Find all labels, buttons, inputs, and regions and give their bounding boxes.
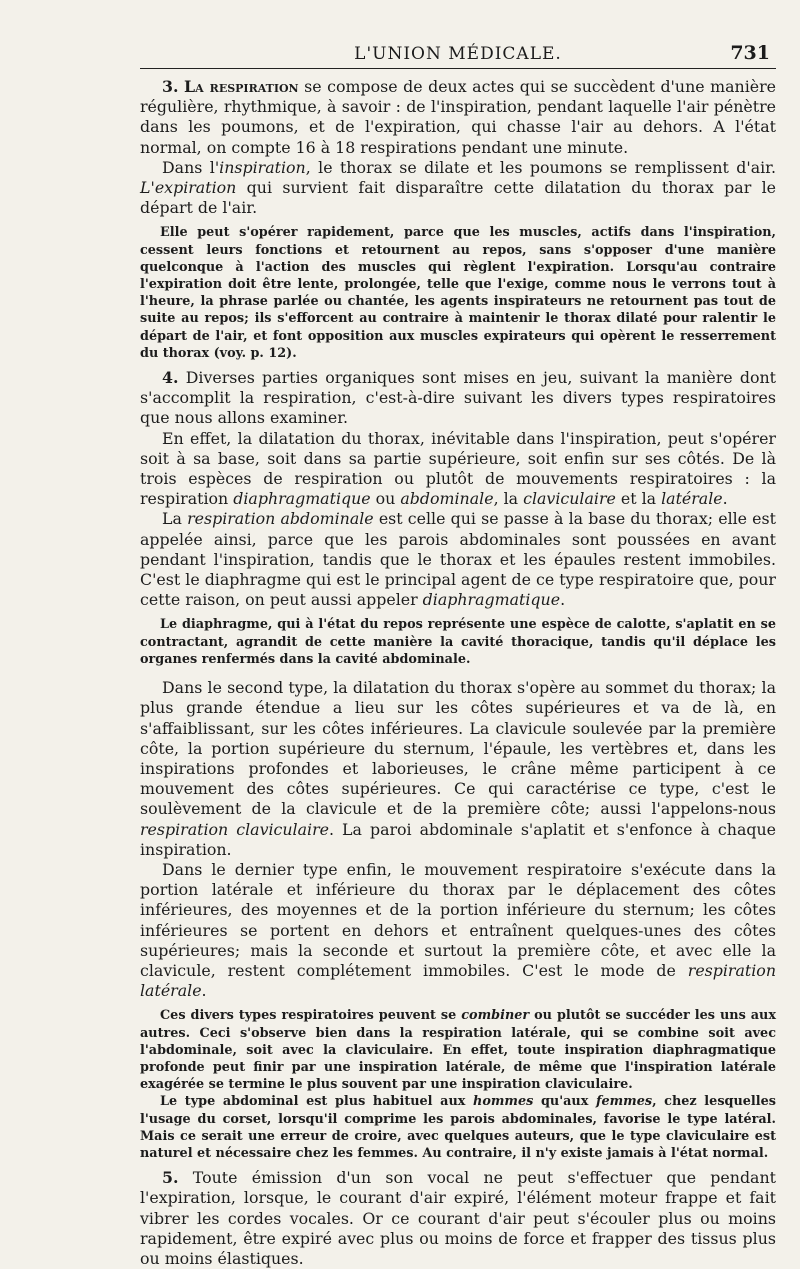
body-text [140, 77, 776, 1269]
emphasis-text: hommes [473, 1094, 534, 1110]
paragraph [140, 860, 776, 1001]
text-run: , chez lesquelles l'usage du corset, lorsqu'il comprime les parois abdominales, favorise le type latéral. Mais ce serait une erreur de croire, avec quelques auteurs, que le type claviculaire est naturel et nécessaire chez les femmes. Au contraire, il n'y existe jamais à l'état normal. [140, 1094, 776, 1161]
emphasis-text: combiner [461, 1008, 530, 1024]
text-run: ou [370, 489, 401, 509]
emphasis-text: claviculaire [523, 489, 616, 509]
paragraph [140, 1007, 776, 1093]
text-run: qu'aux [533, 1094, 596, 1110]
text-run: , la [493, 489, 524, 509]
text-run: se compose de deux actes qui se succèdent d'une manière régulière, rhythmique, à savoir : de l'inspiration, pendant laquelle l'air pénètre dans les poumons, et de l'expiration, qui chasse l'air au dehors. A l'état normal, on compte 16 à 18 respirations pendant une minute. [140, 77, 776, 157]
text-run: qui survient fait disparaître cette dilatation du thorax par le départ de l'air. [140, 178, 776, 218]
paragraph [140, 368, 776, 429]
text-run: Toute émission d'un son vocal ne peut s'effectuer que pendant l'expiration, lorsque, le courant d'air expiré, l'élément moteur frappe et fait vibrer les cordes vocales. Or ce courant d'air peut s'écouler plus ou moins rapidement, être expiré avec plus ou moins de force et frapper des tissus plus ou moins élastiques. [140, 1168, 776, 1268]
text-run: Ces divers types respiratoires peuvent se [160, 1008, 462, 1024]
text-run: Elle peut s'opérer rapidement, parce que les muscles, actifs dans l'inspiration, cessent leurs fonctions et retournent au repos, sans s'opposer d'une manière quelconque à l'action des muscles qui règlent l'expiration. Lorsqu'au contraire l'expiration doit être lente, prolongée, telle que l'exige, comme nous le verrons tout à l'heure, la phrase parlée ou chantée, les agents inspirateurs ne retournent pas tout de suite au repos; ils s'efforcent au contraire à maintenir le thorax dilaté pour ralentir le départ de l'air, et font opposition aux muscles expirateurs qui opèrent le resserrement du thorax (voy. p. 12). [140, 225, 776, 361]
page-header [140, 40, 776, 69]
paragraph [140, 158, 776, 219]
emphasis-text: respiration claviculaire [140, 819, 329, 839]
text-run: et la [615, 489, 662, 509]
text-run: Dans l' [162, 157, 220, 177]
text-run: Diverses parties organiques sont mises en jeu, suivant la manière dont s'accomplit la respiration, c'est-à-dire suivant les divers types respiratoires que nous allons examiner. [140, 368, 776, 428]
text-run: La [162, 509, 188, 529]
paragraph [140, 616, 776, 668]
page-number: 731 [730, 42, 770, 64]
paragraph [140, 224, 776, 362]
emphasis-text: inspiration [219, 157, 306, 177]
section-number: 4. [162, 368, 179, 388]
emphasis-text: latérale [661, 489, 723, 509]
section-number: 3. [162, 77, 179, 96]
text-run: . [722, 489, 728, 509]
emphasis-text: respiration abdominale [187, 509, 374, 529]
text-run: Dans le dernier type enfin, le mouvement respiratoire s'exécute dans la portion latérale et inférieure du thorax par le déplacement des côtes inférieures, des moyennes et de la portion inférieure du sternum; les côtes inférieures se portent en dehors et entraînent quelques-unes des côtes supérieures; mais la seconde et surtout la première côte, et avec elle la clavicule, restent complétement immobiles. C'est le mode de [140, 859, 776, 980]
running-head: L'UNION MÉDICALE. [354, 44, 562, 64]
section-number: 5. [162, 1168, 179, 1188]
text-run: Dans le second type, la dilatation du thorax s'opère au sommet du thorax; la plus grande étendue a lieu sur les côtes supérieures et va de là, en s'affaiblissant, sur les côtes inférieures. La clavicule soulevée par la première côte, la portion supérieure du sternum, l'épaule, les vertèbres et, dans les inspirations profondes et laborieuses, le crâne même participent à ce mouvement des côtes supérieures. Ce qui caractérise ce type, c'est le soulèvement de la clavicule et de la première côte; aussi l'appelons-nous [140, 678, 776, 819]
paragraph [140, 509, 776, 610]
text-run: En effet, la dilatation du thorax, inévitable dans l'inspiration, peut s'opérer soit à sa base, soit dans sa partie supérieure, soit enfin sur ses côtés. De là trois espèces de respiration ou plutôt de mouvements respiratoires : la respiration [140, 428, 776, 509]
emphasis-text: L'expiration [140, 178, 237, 198]
emphasis-text: respiration latérale [140, 960, 776, 1001]
text-run: Le type abdominal est plus habituel aux [160, 1094, 474, 1110]
text-run: , le thorax se dilate et les poumons se remplissent d'air. [305, 157, 776, 177]
text-run: . [201, 981, 207, 1001]
paragraph [140, 1093, 776, 1162]
text-run: La respiration [184, 77, 299, 96]
text-run: . La paroi abdominale s'aplatit et s'enfonce à chaque inspiration. [140, 819, 776, 859]
emphasis-text: diaphragmatique [233, 489, 371, 509]
emphasis-text: diaphragmatique [422, 590, 561, 610]
text-run: Le diaphragme, qui à l'état du repos représente une espèce de calotte, s'aplatit en se contractant, agrandit de cette manière la cavité thoracique, tandis qu'il déplace les organes renfermés dans la cavité abdominale. [140, 617, 776, 667]
text-run: ou plutôt se succéder les uns aux autres. Ceci s'observe bien dans la respiration latérale, qui se combine soit avec l'abdominale, soit avec la claviculaire. En effet, toute inspiration diaphragmatique profonde peut finir par une inspiration latérale, de même que l'inspiration latérale exagérée se termine le plus souvent par une inspiration claviculaire. [140, 1008, 776, 1093]
paragraph [140, 77, 776, 158]
paragraph [140, 429, 776, 510]
emphasis-text: femmes [596, 1094, 653, 1110]
paragraph [140, 678, 776, 860]
emphasis-text: abdominale [400, 489, 494, 509]
text-run: . [560, 590, 566, 610]
paragraph [140, 1168, 776, 1269]
text-run: est celle qui se passe à la base du thorax; elle est appelée ainsi, parce que les parois abdominales sont poussées en avant pendant l'inspiration, tandis que le thorax et les épaules restent immobiles. C'est le diaphragme qui est le principal agent de ce type respiratoire que, pour cette raison, on peut aussi appeler [140, 509, 776, 610]
